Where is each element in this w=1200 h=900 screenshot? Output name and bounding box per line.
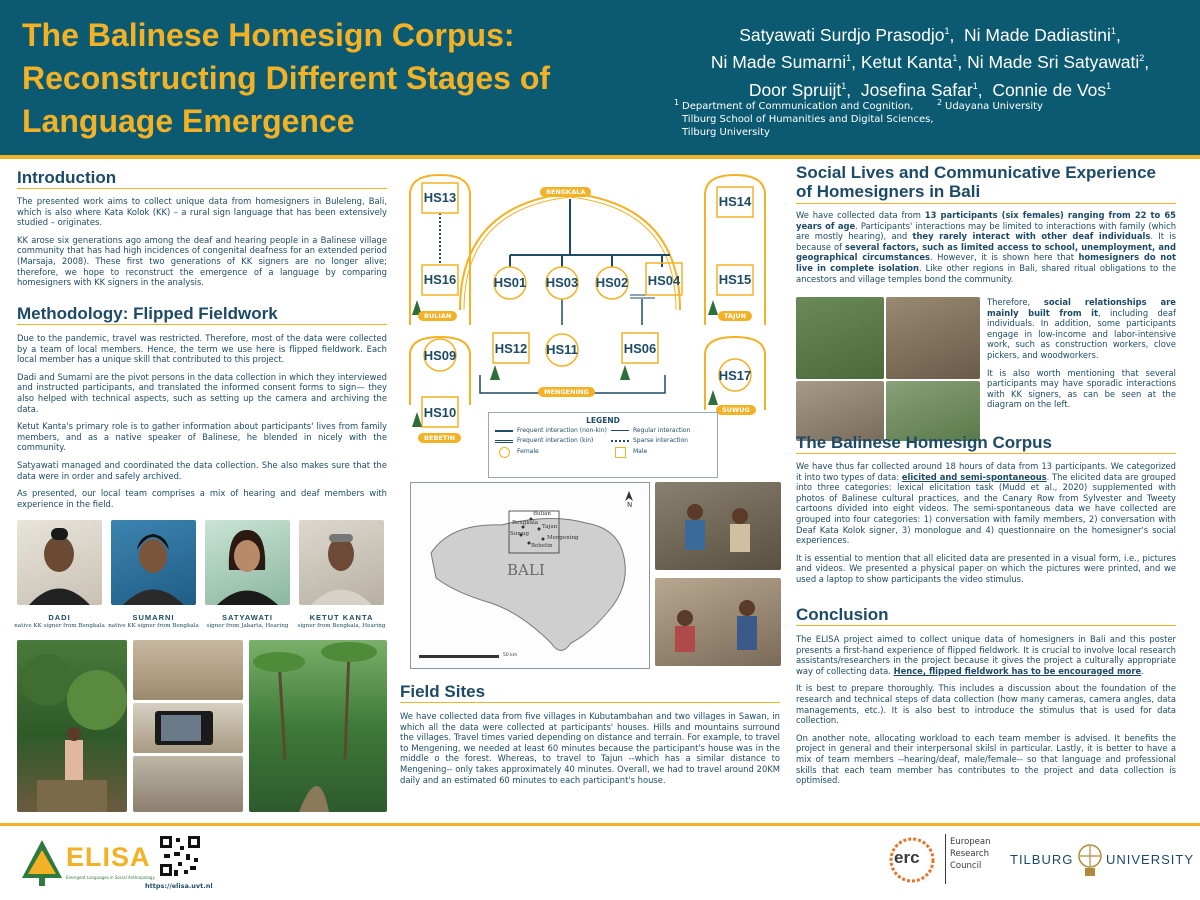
elisa-wordmark: ELISA xyxy=(66,842,151,872)
paragraph: KK arose six generations ago among the deaf and hearing people in a Balinese village community that has had high incidences of congenital deafness for an extended period (Marsaja, 2008). These first two generations of KK signers are no longer alive; therefore, we hope to reconstruct the emergence of a language by comparing homesigners with KK signers in the analysis. xyxy=(17,234,387,288)
methodology-heading: Methodology: Flipped Fieldwork xyxy=(17,304,278,323)
affil-number: 1 xyxy=(674,98,680,107)
legend-title: LEGEND xyxy=(586,416,620,425)
paragraph xyxy=(796,634,1176,676)
paragraph xyxy=(796,210,1176,284)
author: Connie de Vos xyxy=(992,79,1107,100)
map-island-label: BALI xyxy=(507,561,545,579)
author: Ni Made Dadiastini xyxy=(964,24,1111,45)
divider xyxy=(17,188,387,189)
male-icon xyxy=(615,447,626,458)
map-place: Tajun xyxy=(542,524,558,530)
social-heading: Social Lives and Communicative Experience of Homesigners in Bali xyxy=(796,163,1156,201)
paragraph: As presented, our local team comprises a mix of hearing and deaf members with experience in the field. xyxy=(17,488,387,509)
legend-item: Regular interaction xyxy=(633,427,691,434)
crest-icon xyxy=(1076,840,1104,878)
affil-marker: 1 xyxy=(841,80,847,91)
affil-marker: 1 xyxy=(952,53,958,64)
portrait-photo xyxy=(205,520,290,605)
divider xyxy=(796,625,1176,626)
corpus-heading: The Balinese Homesign Corpus xyxy=(796,433,1052,452)
divider xyxy=(17,324,387,325)
conclusion-body xyxy=(796,634,1176,793)
hs-node: HS11 xyxy=(546,342,578,357)
palm-trees-icon xyxy=(249,640,387,812)
portrait-photo xyxy=(17,520,102,605)
village-label: SUWUG xyxy=(716,405,756,415)
affil-number: 2 xyxy=(937,98,943,107)
text: . Like other regions in Bali, shared ritual obligations to the ancestors and village temples bond the community. xyxy=(796,262,1177,284)
affil-marker: 1 xyxy=(1106,80,1112,91)
hs-node: HS01 xyxy=(493,275,527,290)
field-photo-interview xyxy=(133,640,243,700)
erc-name xyxy=(950,836,991,872)
field-sites-heading: Field Sites xyxy=(400,682,486,701)
hs-node: HS02 xyxy=(595,275,629,290)
affiliation-text: Department of Communication and Cognition, Tilburg School of Humanities and Digital Sciences, Tilburg University xyxy=(682,101,934,138)
corpus-body xyxy=(796,461,1176,592)
qr-code-icon xyxy=(160,836,200,876)
paragraph: Ketut Kanta's primary role is to gather information about participants' lives from family members, and as a native speaker of Balinese, he blended in nicely with the community. xyxy=(17,421,387,453)
social-photo-3 xyxy=(796,381,884,441)
legend-thin-line xyxy=(611,430,629,431)
hs-node: HS03 xyxy=(545,275,579,290)
affiliation-text: Udayana University xyxy=(945,101,1043,112)
erc-name-line: Council xyxy=(950,861,982,871)
camera-icon xyxy=(133,703,243,753)
field-photo-forest-walk xyxy=(17,640,127,812)
author: Ketut Kanta xyxy=(860,52,953,73)
village-label: MENGENING xyxy=(538,387,595,397)
village-label: BEBETIN xyxy=(418,433,461,443)
social-body xyxy=(796,210,1176,291)
text: , including deaf individuals. In addition, some participants engage in low-income and labor-intensive work, such as construction workers, clove pickers, and woodworkers. xyxy=(987,307,1176,360)
diagram-legend xyxy=(488,412,718,478)
introduction-body xyxy=(17,196,387,295)
text: The ELISA project aimed to collect unique data of homesigners in Bali and this poster presents a first-hand experience of flipped fieldwork. It is crucial to involve local research assistants/researchers in the project because it gives the project a culturally appropriate way of collecting data. xyxy=(796,634,1176,676)
text: . xyxy=(1141,665,1144,676)
elisa-subtitle: Emergent Languages in Social Anthropology xyxy=(66,875,155,880)
north-arrow-label: N xyxy=(627,501,633,509)
erc-logo-icon xyxy=(885,836,940,884)
field-photo-session-2 xyxy=(655,578,781,666)
team-member-role: signer from Bengkala, Hearing xyxy=(297,623,386,629)
field-photo-house xyxy=(133,756,243,812)
affiliation-1 xyxy=(674,98,937,139)
author: Josefina Safar xyxy=(860,79,973,100)
methodology-body xyxy=(17,333,387,516)
tilburg-right-text: UNIVERSITY xyxy=(1106,852,1195,867)
legend-item: Sparse interaction xyxy=(633,437,688,444)
paragraph: Dadi and Sumarni are the pivot persons in the data collection in which they interviewed and instructed participants, and translated the informed consent forms to sign— they also helped with technical aspects, such as setting up the camera and archiving the data. xyxy=(17,371,387,414)
map-scale-label: 50 km xyxy=(503,653,518,658)
paragraph xyxy=(796,461,1176,546)
person-icon xyxy=(299,520,384,605)
author: Door Spruijt xyxy=(748,79,842,100)
bold-text: homesigners do not live in complete isolation xyxy=(796,252,1176,273)
map-place: Suwug xyxy=(510,531,530,537)
text: We have thus far collected around 18 hours of data from 13 participants. We categorized it into two types of data: xyxy=(796,461,1176,482)
author-list xyxy=(670,20,1190,102)
team-member-name: DADI xyxy=(48,613,71,622)
village-label: BENGKALA xyxy=(540,187,591,197)
female-icon xyxy=(499,447,510,458)
affil-marker: 1 xyxy=(944,26,950,36)
text: . Participants' interactions may be limited to interactions with family (which are mostly hearing), and xyxy=(796,220,1176,242)
tilburg-left-text: TILBURG xyxy=(1010,852,1074,867)
bold-text: 13 participants (six females) ranging from 22 to 65 years of age xyxy=(796,210,1176,231)
divider xyxy=(796,453,1176,454)
social-photo-4 xyxy=(886,381,980,441)
paragraph: Satyawati managed and coordinated the data collection. She also makes sure that the data were in order and safely archived. xyxy=(17,459,387,481)
portrait-photo xyxy=(111,520,196,605)
paragraph: It is best to prepare thoroughly. This includes a discussion about the foundation of the research and technical steps of data collection (how many cameras, camera angles, data managements, etc.). It is also best to introduce the stimulus that is used for data collection. xyxy=(796,683,1176,726)
village-label: TAJUN xyxy=(718,311,752,321)
text: . It is because of xyxy=(796,231,1176,252)
text: Therefore, xyxy=(987,297,1044,307)
hs-node: HS10 xyxy=(423,405,457,420)
field-sites-body xyxy=(400,711,780,792)
team-member-role: native KK signer from Bengkala xyxy=(14,623,105,629)
paragraph xyxy=(987,297,1176,361)
author: Satyawati Surdjo Prasodjo xyxy=(739,24,945,45)
introduction-heading: Introduction xyxy=(17,168,117,187)
qr-code[interactable] xyxy=(160,836,200,876)
divider xyxy=(796,203,1176,204)
person-icon xyxy=(111,520,196,605)
hs-node: HS14 xyxy=(718,194,752,209)
erc-short-text: erc xyxy=(894,848,920,867)
hs-node: HS17 xyxy=(718,368,752,383)
bali-map xyxy=(410,482,650,669)
field-photo-camera xyxy=(133,703,243,753)
portrait-photo xyxy=(299,520,384,605)
paragraph: It is essential to mention that all elicited data are presented in a visual form, i.e., pictures and videos. We presented a physical paper on which the pictures were printed, and we used a laptop to show participants the video stimulus. xyxy=(796,552,1176,584)
elisa-logo-icon xyxy=(18,838,66,888)
tree-logo-icon xyxy=(18,838,66,888)
hs-node: HS15 xyxy=(718,272,752,287)
social-photo-2 xyxy=(886,297,980,379)
author: Ni Made Sumarni xyxy=(710,52,847,73)
header-divider xyxy=(0,155,1200,159)
underlined-text: elicited and semi-spontaneous xyxy=(901,471,1047,482)
legend-dotted-line xyxy=(611,440,629,442)
team-portraits xyxy=(14,520,387,635)
legend-item: Male xyxy=(633,448,648,455)
affiliation-2 xyxy=(937,98,1065,113)
hs-node: HS06 xyxy=(623,341,657,356)
affil-marker: 1 xyxy=(846,53,852,64)
text: . The elicited data are grouped into three categories: lexical elicitation task (Mudd et al., 2020) supplemented with photos of Balinese cultural practices, and the Canary Row from Sylvester and Tweety cartoons divided into eight videos. The semi-spontaneous data we have collected are grouped into four categories: 1) conversation with family members, 2) conversation with Deaf Kata Kolok signer, 3) monologue and 4) questionnaire on the homesigner's social experiences. xyxy=(796,471,1176,546)
paragraph: We have collected data from five villages in Kubutambahan and two villages in Sawan, in which all the data were collected at participants' houses. Hills and mountains surround the villages. Travel times varied depending on distance and terrain. For example, to travel to Mengening, we needed at least 60 minutes because the participant's house was in the middle o the forest. Whereas, to travel to Tajun --which has a similar distance to Mengening-- only takes approximately 40 minutes. Overall, we had to travel around 20KM daily and an estimated 60 minutes to each participant's house. xyxy=(400,711,780,785)
team-member-name: SATYAWATI xyxy=(222,613,273,622)
bold-text: several factors, such as limited access to school, unemployment, and geographical circumstances xyxy=(796,241,1176,263)
underlined-text: Hence, flipped fieldwork has to be encouraged more xyxy=(893,665,1142,676)
map-place: Mengening xyxy=(547,535,579,541)
paragraph: On another note, allocating workload to each team member is advised. It benefits the project in general and their interpersonal skilsl in particular. Lastly, it is better to have a mix of team members --hearing/deaf, male/female-- so that language and professional skills that each team member has contributes to the project and data collection is optimised. xyxy=(796,732,1176,786)
team-member-name: KETUT KANTA xyxy=(309,613,374,622)
legend-solid-line xyxy=(495,430,513,432)
village-label: BULIAN xyxy=(418,311,457,321)
bold-text: they rarely interact with other deaf individuals xyxy=(912,231,1151,242)
erc-name-line: European xyxy=(950,837,991,847)
team-member-role: signer from Jakarta, Hearing xyxy=(206,623,289,629)
field-photo-jungle-path xyxy=(249,640,387,812)
poster-title: The Balinese Homesign Corpus: Reconstructing Different Stages of Language Emergence xyxy=(22,17,551,139)
hs-node: HS09 xyxy=(423,348,457,363)
social-photo-1 xyxy=(796,297,884,379)
legend-item: Frequent interaction (kin) xyxy=(517,437,594,444)
elisa-url-link[interactable]: https://elisa.uvt.nl xyxy=(145,882,213,890)
legend-item: Frequent interaction (non-kin) xyxy=(517,427,607,434)
map-place: Bengkala xyxy=(512,520,539,526)
author-line-2: Ni Made Sumarni$^1$, Ketut Kanta$^1$, Ni Made Sri Satyawati$^2$, xyxy=(710,52,1150,73)
text: . However, it is shown here that xyxy=(930,252,1079,263)
people-icon xyxy=(655,482,781,570)
person-icon xyxy=(205,520,290,605)
affil-marker: 2 xyxy=(1139,53,1145,64)
hs-node: HS12 xyxy=(494,341,528,356)
hs-node: HS13 xyxy=(423,190,457,205)
affil-marker: 1 xyxy=(972,80,978,91)
forest-icon xyxy=(17,640,127,812)
author-line-1: Satyawati Surdjo Prasodjo$^1$, Ni Made Dadiastini$^1$, xyxy=(739,24,1121,45)
bold-text: social relationships are mainly built from it xyxy=(987,297,1176,318)
map-place: Bebetin xyxy=(531,543,553,549)
footer-divider xyxy=(0,823,1200,826)
hs-node: HS04 xyxy=(647,273,681,288)
author: Ni Made Sri Satyawati xyxy=(967,52,1140,73)
team-member-role: native KK signer from Bengkala xyxy=(108,623,199,629)
affil-marker: 1 xyxy=(1110,26,1116,36)
team-member-name: SUMARNI xyxy=(132,613,175,622)
people-icon xyxy=(655,578,781,666)
erc-divider xyxy=(945,834,946,884)
tilburg-crest-icon xyxy=(1076,840,1104,878)
conclusion-heading: Conclusion xyxy=(796,605,889,624)
map-place: Bulian xyxy=(533,511,551,517)
paragraph: Due to the pandemic, travel was restricted. Therefore, most of the data were collected by a team of local members. Hence, the term we use here is flipped fieldwork. Each local member has a unique skill that contributed to this project. xyxy=(17,333,387,365)
field-photo-session-1 xyxy=(655,482,781,570)
author-line-3: Door Spruijt$^1$, Josefina Safar$^1$, Connie de Vos$^1$ xyxy=(748,79,1112,100)
hs-node: HS16 xyxy=(423,272,457,287)
erc-name-line: Research xyxy=(950,849,989,859)
text: We have collected data from xyxy=(796,210,925,220)
social-body-side xyxy=(987,297,1176,417)
paragraph: It is also worth mentioning that several participants may have sporadic interactions with KK signers, as can be seen at the diagram on the left. xyxy=(987,367,1176,410)
person-icon xyxy=(17,520,102,605)
divider xyxy=(400,702,780,703)
paragraph: The presented work aims to collect unique data from homesigners in Buleleng, Bali, which is also where Kata Kolok (KK) – a rural sign language that has been extensively studied – originates. xyxy=(17,196,387,228)
legend-item: Female xyxy=(517,448,539,455)
legend-double-line xyxy=(495,440,513,443)
